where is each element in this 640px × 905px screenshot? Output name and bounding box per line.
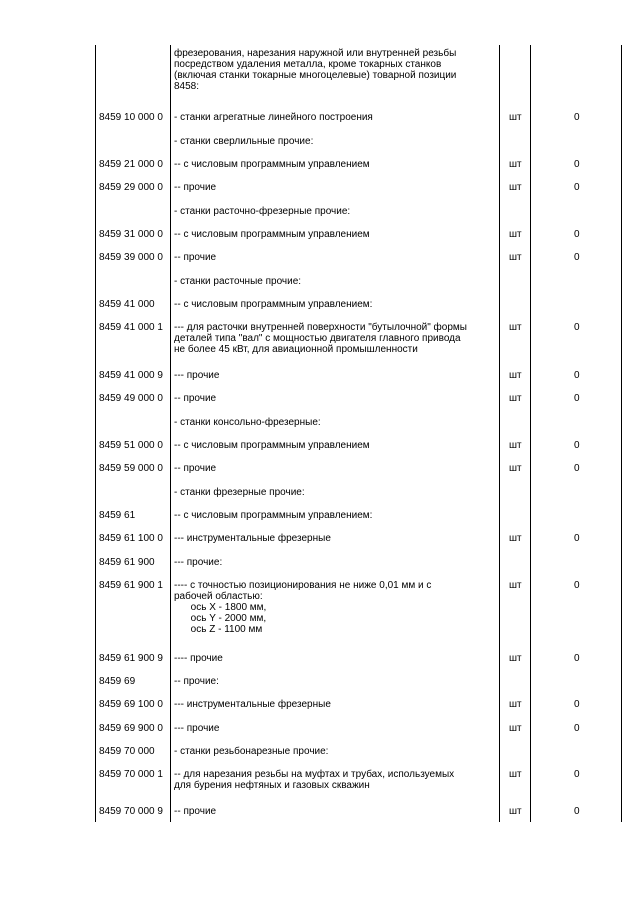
- row-code: 8459 41 000: [99, 299, 155, 310]
- row-code: 8459 49 000 0: [99, 393, 163, 404]
- row-code: 8459 51 000 0: [99, 440, 163, 451]
- row-unit: шт: [509, 440, 522, 451]
- row-description: фрезерования, нарезания наружной или внутренней резьбы посредством удаления металла, кроме токарных станков (включая станки токарные многоцелевые) товарной позиции 8458:: [174, 48, 457, 92]
- row-unit: шт: [509, 699, 522, 710]
- row-description: - станки расточно-фрезерные прочие:: [174, 206, 351, 217]
- row-rate: 0: [574, 463, 580, 474]
- row-code: 8459 41 000 1: [99, 322, 163, 333]
- row-rate: 0: [574, 723, 580, 734]
- row-code: 8459 69 100 0: [99, 699, 163, 710]
- row-code: 8459 39 000 0: [99, 252, 163, 263]
- row-description: -- с числовым программным управлением:: [174, 510, 373, 521]
- row-description: -- прочие: [174, 806, 217, 817]
- row-unit: шт: [509, 159, 522, 170]
- row-rate: 0: [574, 699, 580, 710]
- row-unit: шт: [509, 229, 522, 240]
- row-rate: 0: [574, 112, 580, 123]
- row-code: 8459 61 900 1: [99, 580, 163, 591]
- row-description: - станки расточные прочие:: [174, 276, 302, 287]
- column-divider-left: [95, 45, 96, 822]
- row-code: 8459 61 900: [99, 557, 155, 568]
- row-description: --- инструментальные фрезерные: [174, 699, 331, 710]
- row-description: - станки консольно-фрезерные:: [174, 417, 321, 428]
- row-rate: 0: [574, 806, 580, 817]
- row-code: 8459 41 000 9: [99, 370, 163, 381]
- row-description: -- прочие: [174, 252, 217, 263]
- row-code: 8459 59 000 0: [99, 463, 163, 474]
- row-unit: шт: [509, 182, 522, 193]
- row-description: -- прочие: [174, 463, 217, 474]
- row-rate: 0: [574, 370, 580, 381]
- row-description: - станки фрезерные прочие:: [174, 487, 305, 498]
- row-rate: 0: [574, 322, 580, 333]
- row-unit: шт: [509, 322, 522, 333]
- row-description: -- с числовым программным управлением: [174, 159, 370, 170]
- row-rate: 0: [574, 159, 580, 170]
- row-unit: шт: [509, 533, 522, 544]
- row-code: 8459 61 900 9: [99, 653, 163, 664]
- row-code: 8459 70 000 9: [99, 806, 163, 817]
- column-divider-right: [621, 45, 622, 822]
- column-divider-code: [170, 45, 171, 822]
- row-description: --- прочие: [174, 723, 220, 734]
- row-description: ---- с точностью позиционирования не ниже 0,01 мм и с рабочей областью: ось X - 1800 мм, ось Y - 2000 мм, ось Z - 1100 мм: [174, 580, 432, 635]
- row-description: --- для расточки внутренней поверхности "бутылочной" формы деталей типа "вал" с мощностью двигателя главного привода не более 45 кВт, для авиационной промышленности: [174, 322, 467, 355]
- row-code: 8459 70 000 1: [99, 769, 163, 780]
- row-rate: 0: [574, 252, 580, 263]
- row-rate: 0: [574, 653, 580, 664]
- row-description: -- с числовым программным управлением: [174, 440, 370, 451]
- row-unit: шт: [509, 769, 522, 780]
- row-code: 8459 69 900 0: [99, 723, 163, 734]
- row-code: 8459 29 000 0: [99, 182, 163, 193]
- row-unit: шт: [509, 653, 522, 664]
- row-description: - станки резьбонарезные прочие:: [174, 746, 329, 757]
- row-rate: 0: [574, 533, 580, 544]
- row-unit: шт: [509, 252, 522, 263]
- row-description: --- прочие: [174, 370, 220, 381]
- row-rate: 0: [574, 580, 580, 591]
- row-unit: шт: [509, 806, 522, 817]
- row-rate: 0: [574, 229, 580, 240]
- row-description: -- прочие:: [174, 676, 219, 687]
- row-description: --- инструментальные фрезерные: [174, 533, 331, 544]
- row-code: 8459 61 100 0: [99, 533, 163, 544]
- row-code: 8459 61: [99, 510, 136, 521]
- row-description: - станки сверлильные прочие:: [174, 136, 314, 147]
- row-code: 8459 21 000 0: [99, 159, 163, 170]
- row-description: -- для нарезания резьбы на муфтах и трубах, используемых для бурения нефтяных и газовых скважин: [174, 769, 455, 791]
- row-rate: 0: [574, 182, 580, 193]
- row-unit: шт: [509, 463, 522, 474]
- row-description: - станки агрегатные линейного построения: [174, 112, 373, 123]
- row-code: 8459 31 000 0: [99, 229, 163, 240]
- row-description: ---- прочие: [174, 653, 223, 664]
- column-divider-unit: [530, 45, 531, 822]
- row-unit: шт: [509, 580, 522, 591]
- row-unit: шт: [509, 112, 522, 123]
- row-description: -- с числовым программным управлением:: [174, 299, 373, 310]
- column-divider-desc: [499, 45, 500, 822]
- row-rate: 0: [574, 440, 580, 451]
- row-rate: 0: [574, 393, 580, 404]
- row-unit: шт: [509, 393, 522, 404]
- row-unit: шт: [509, 723, 522, 734]
- row-rate: 0: [574, 769, 580, 780]
- row-description: -- прочие: [174, 393, 217, 404]
- row-description: --- прочие:: [174, 557, 223, 568]
- row-unit: шт: [509, 370, 522, 381]
- row-code: 8459 70 000: [99, 746, 155, 757]
- row-description: -- с числовым программным управлением: [174, 229, 370, 240]
- row-description: -- прочие: [174, 182, 217, 193]
- row-code: 8459 69: [99, 676, 136, 687]
- row-code: 8459 10 000 0: [99, 112, 163, 123]
